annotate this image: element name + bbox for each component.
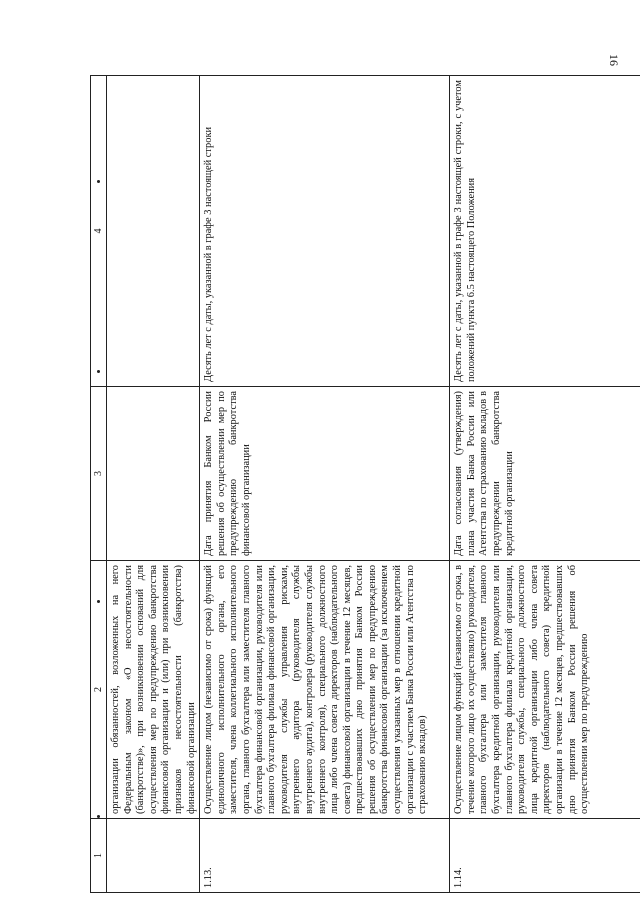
regulation-table (90, 75, 640, 893)
table-row (200, 76, 450, 893)
row-description: организации обязанностей, возложенных на него Федеральным законом «О несостоятельности (банкротстве)», при возникновении оснований для осуществления мер по предупреждению банкротства финансовой организации и (или) при возникновении признаков несостоятельности (банкротства) финансовой организации (107, 561, 200, 819)
rotated-page-content (90, 80, 640, 893)
table-row (107, 76, 200, 893)
row-duration (107, 76, 200, 387)
row-description: Осуществление лицом функций (независимо от срока, в течение которого лицо их осуществляло) руководителя, главного бухгалтера или заместителя главного бухгалтера кредитной организации, руководителя или главного бухгалтера филиала кредитной организации, руководителя службы, специального должностного лица кредитной организации либо члена совета директоров (наблюдательного совета) кредитной организации в течение 12 месяцев, предшествовавших дню принятия Банком России решения об осуществлении мер по предупреждению (450, 561, 640, 819)
row-number: 1.14. (450, 819, 640, 893)
row-start-date: Дата принятия Банком России решения об осуществлении мер по предупреждению банкротства финансовой организации (200, 387, 450, 561)
column-header-2: 2 (91, 561, 107, 819)
column-header-3: 3 (91, 387, 107, 561)
row-duration: Десять лет с даты, указанной в графе 3 настоящей строки (200, 76, 450, 387)
row-start-date: Дата согласования (утверждения) плана участия Банка России или Агентства по страхованию вкладов в предупреждении банкротства кредитной организации (450, 387, 640, 561)
column-header-1: 1 (91, 819, 107, 893)
table-header-row (91, 76, 107, 893)
row-start-date (107, 387, 200, 561)
column-header-4: 4 (91, 76, 107, 387)
row-description: Осуществление лицом (независимо от срока) функций единоличного исполнительного органа, его заместителя, члена коллегиального исполнительного органа, главного бухгалтера или заместителя главного бухгалтера финансовой организации, руководителя или главного бухгалтера филиала финансовой организации, руководителя службы управления рисками, внутреннего аудитора (руководителя службы внутреннего аудита), контролера (руководителя службы внутреннего контроля), специального должностного лица либо члена совета директоров (наблюдательного совета) финансовой организации в течение 12 месяцев, предшествовавших дню принятия Банком России решения об осуществлении мер по предупреждению банкротства финансовой организации (за исключением осуществления указанных мер в отношении кредитной организации с участием Банка России или Агентства по страхованию вкладов) (200, 561, 450, 819)
table-row (450, 76, 640, 893)
row-number: 1.13. (200, 819, 450, 893)
row-number (107, 819, 200, 893)
row-duration: Десять лет с даты, указанной в графе 3 настоящей строки, с учетом положений пункта 6.5 настоящего Положения (450, 76, 640, 387)
page-number: 16 (607, 54, 621, 66)
